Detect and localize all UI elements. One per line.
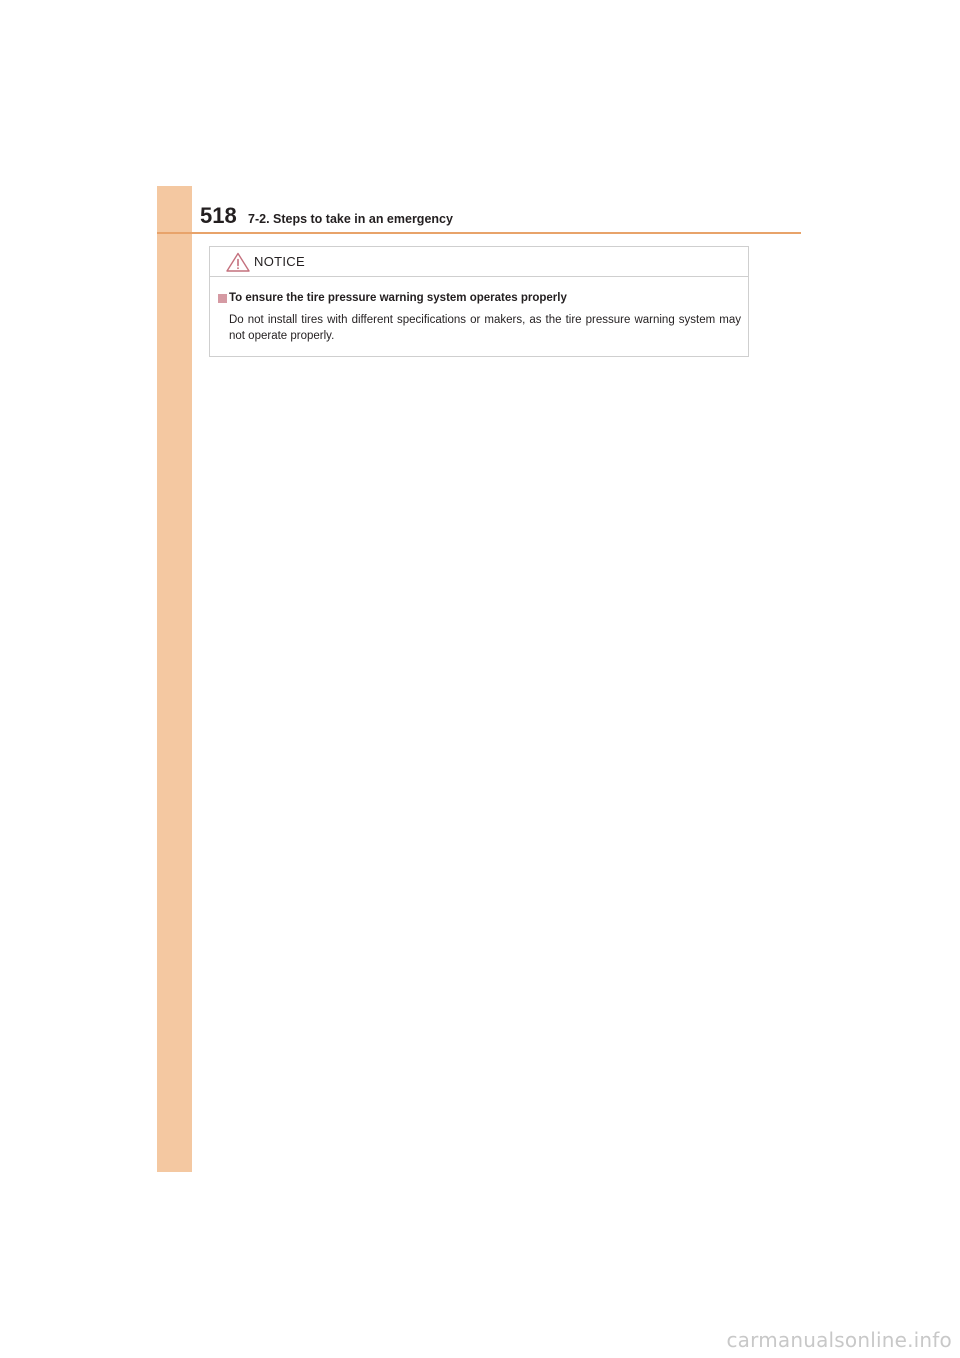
notice-label: NOTICE — [254, 254, 305, 269]
notice-box — [209, 246, 749, 357]
notice-header — [210, 247, 748, 277]
section-title: 7-2. Steps to take in an emergency — [248, 212, 453, 226]
heading-bullet-icon — [218, 294, 227, 303]
notice-heading: To ensure the tire pressure warning system operates properly — [229, 292, 567, 304]
page-number: 518 — [200, 203, 237, 228]
site-watermark: carmanualsonline.info — [726, 1328, 952, 1352]
notice-body: Do not install tires with different specifications or makers, as the tire pressure warning system may not operate properly. — [229, 314, 741, 342]
warning-triangle-icon — [226, 252, 250, 272]
side-tab-strip — [157, 186, 192, 1172]
header-divider — [157, 232, 801, 234]
